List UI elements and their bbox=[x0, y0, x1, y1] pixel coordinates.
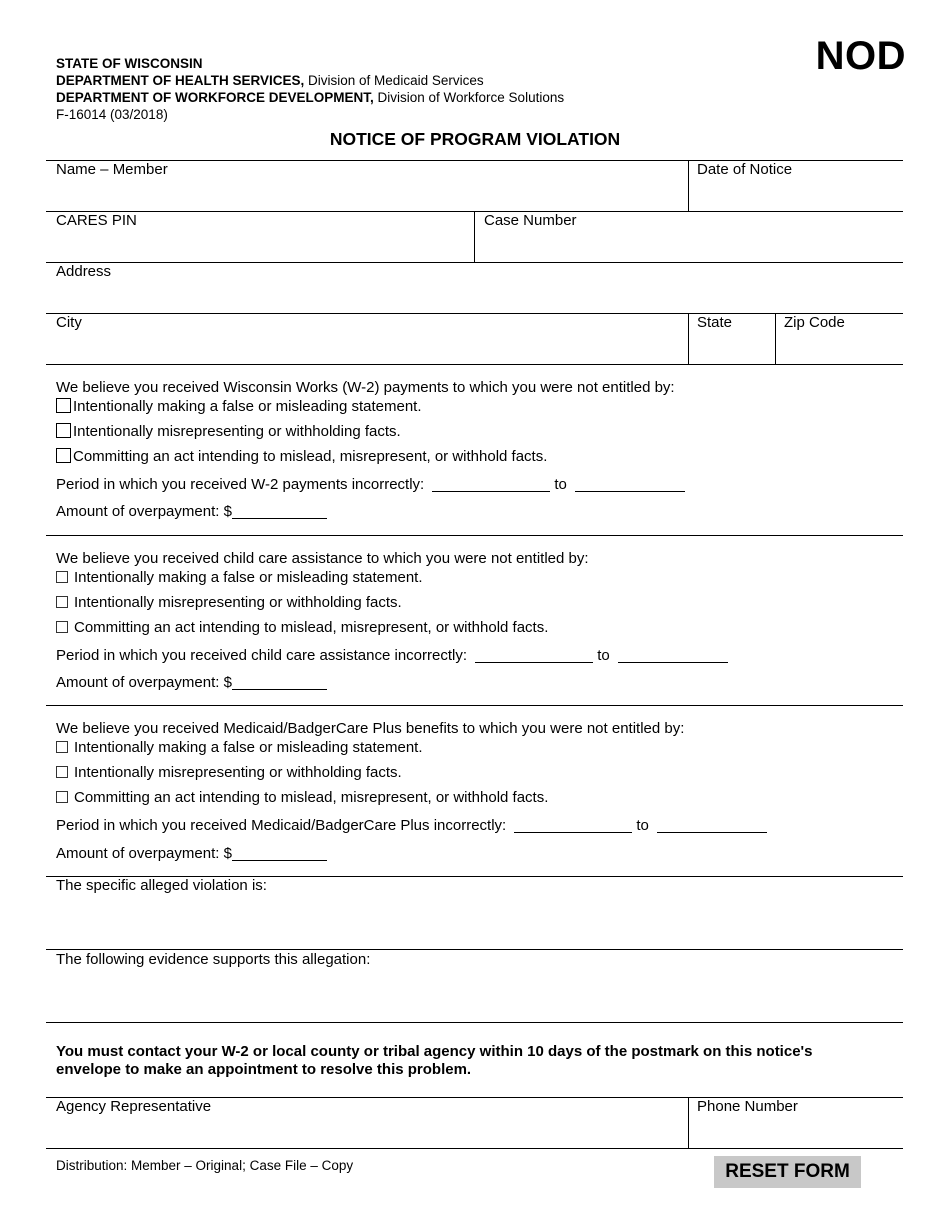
dept2-division: Division of Workforce Solutions bbox=[373, 90, 565, 105]
childcare-amount: Amount of overpayment: $ bbox=[56, 674, 327, 692]
page-title: NOTICE OF PROGRAM VIOLATION bbox=[329, 129, 621, 149]
divider bbox=[46, 535, 903, 536]
divider bbox=[46, 705, 903, 706]
w2-option-3[interactable]: Committing an act intending to mislead, misrepresent, or withhold facts. bbox=[56, 448, 547, 466]
agency-representative-field[interactable]: Agency Representative bbox=[56, 1098, 212, 1115]
divider bbox=[688, 313, 689, 364]
divider bbox=[46, 1148, 903, 1149]
name-member-field[interactable]: Name – Member bbox=[56, 161, 168, 178]
w2-period: Period in which you received W-2 payments incorrectly: to bbox=[56, 476, 689, 494]
w2-period-from-input[interactable] bbox=[432, 477, 550, 492]
childcare-option-1[interactable]: Intentionally making a false or misleading statement. bbox=[56, 569, 423, 587]
childcare-period: Period in which you received child care assistance incorrectly: to bbox=[56, 647, 732, 665]
divider bbox=[688, 160, 689, 211]
divider bbox=[46, 1022, 903, 1023]
phone-number-field[interactable]: Phone Number bbox=[697, 1098, 798, 1115]
divider bbox=[474, 211, 475, 262]
checkbox-icon[interactable] bbox=[56, 741, 68, 753]
childcare-amount-input[interactable] bbox=[232, 675, 327, 690]
checkbox-icon[interactable] bbox=[56, 766, 68, 778]
childcare-intro: We believe you received child care assistance to which you were not entitled by: bbox=[56, 550, 589, 567]
w2-amount: Amount of overpayment: $ bbox=[56, 503, 327, 521]
childcare-period-to-input[interactable] bbox=[618, 648, 728, 663]
state-field[interactable]: State bbox=[697, 314, 733, 331]
checkbox-icon[interactable] bbox=[56, 596, 68, 608]
medicaid-option-2[interactable]: Intentionally misrepresenting or withholding facts. bbox=[56, 764, 402, 782]
medicaid-amount-input[interactable] bbox=[232, 846, 327, 861]
checkbox-icon[interactable] bbox=[56, 571, 68, 583]
form-code: NOD bbox=[815, 34, 906, 78]
violation-field[interactable]: The specific alleged violation is: bbox=[56, 877, 267, 894]
childcare-period-from-input[interactable] bbox=[475, 648, 593, 663]
city-field[interactable]: City bbox=[56, 314, 82, 331]
dept1-division: Division of Medicaid Services bbox=[304, 73, 484, 88]
w2-period-to-input[interactable] bbox=[575, 477, 685, 492]
checkbox-icon[interactable] bbox=[56, 398, 71, 413]
checkbox-icon[interactable] bbox=[56, 621, 68, 633]
agency-header bbox=[56, 55, 564, 123]
cares-pin-field[interactable]: CARES PIN bbox=[56, 212, 137, 229]
dept1-name: DEPARTMENT OF HEALTH SERVICES, bbox=[56, 73, 305, 88]
medicaid-period-from-input[interactable] bbox=[514, 818, 632, 833]
medicaid-period-to-input[interactable] bbox=[657, 818, 767, 833]
childcare-option-3[interactable]: Committing an act intending to mislead, misrepresent, or withhold facts. bbox=[56, 619, 548, 637]
reset-form-button[interactable]: RESET FORM bbox=[714, 1156, 861, 1188]
case-number-field[interactable]: Case Number bbox=[484, 212, 577, 229]
divider bbox=[46, 949, 903, 950]
w2-amount-input[interactable] bbox=[232, 504, 327, 519]
divider bbox=[46, 262, 903, 263]
medicaid-option-1[interactable]: Intentionally making a false or misleading statement. bbox=[56, 739, 423, 757]
w2-option-1[interactable]: Intentionally making a false or misleading statement. bbox=[56, 398, 422, 416]
contact-notice: You must contact your W-2 or local county or tribal agency within 10 days of the postmark on this notice's envelope to make an appointment to resolve this problem. bbox=[56, 1043, 813, 1078]
state-name: STATE OF WISCONSIN bbox=[56, 56, 203, 71]
divider bbox=[775, 313, 776, 364]
medicaid-option-3[interactable]: Committing an act intending to mislead, misrepresent, or withhold facts. bbox=[56, 789, 548, 807]
childcare-option-2[interactable]: Intentionally misrepresenting or withholding facts. bbox=[56, 594, 402, 612]
checkbox-icon[interactable] bbox=[56, 448, 71, 463]
w2-intro: We believe you received Wisconsin Works (W-2) payments to which you were not entitled by: bbox=[56, 379, 675, 396]
date-of-notice-field[interactable]: Date of Notice bbox=[697, 161, 793, 178]
address-field[interactable]: Address bbox=[56, 263, 112, 280]
divider bbox=[688, 1097, 689, 1148]
medicaid-intro: We believe you received Medicaid/BadgerCare Plus benefits to which you were not entitled by: bbox=[56, 720, 685, 737]
form-number: F-16014 (03/2018) bbox=[56, 107, 168, 122]
divider bbox=[46, 364, 903, 365]
distribution-note: Distribution: Member – Original; Case File – Copy bbox=[56, 1158, 354, 1173]
checkbox-icon[interactable] bbox=[56, 423, 71, 438]
zip-code-field[interactable]: Zip Code bbox=[784, 314, 845, 331]
evidence-field[interactable]: The following evidence supports this allegation: bbox=[56, 951, 371, 968]
w2-option-2[interactable]: Intentionally misrepresenting or withholding facts. bbox=[56, 423, 401, 441]
medicaid-period: Period in which you received Medicaid/BadgerCare Plus incorrectly: to bbox=[56, 817, 771, 835]
dept2-name: DEPARTMENT OF WORKFORCE DEVELOPMENT, bbox=[56, 90, 374, 105]
checkbox-icon[interactable] bbox=[56, 791, 68, 803]
medicaid-amount: Amount of overpayment: $ bbox=[56, 845, 327, 863]
